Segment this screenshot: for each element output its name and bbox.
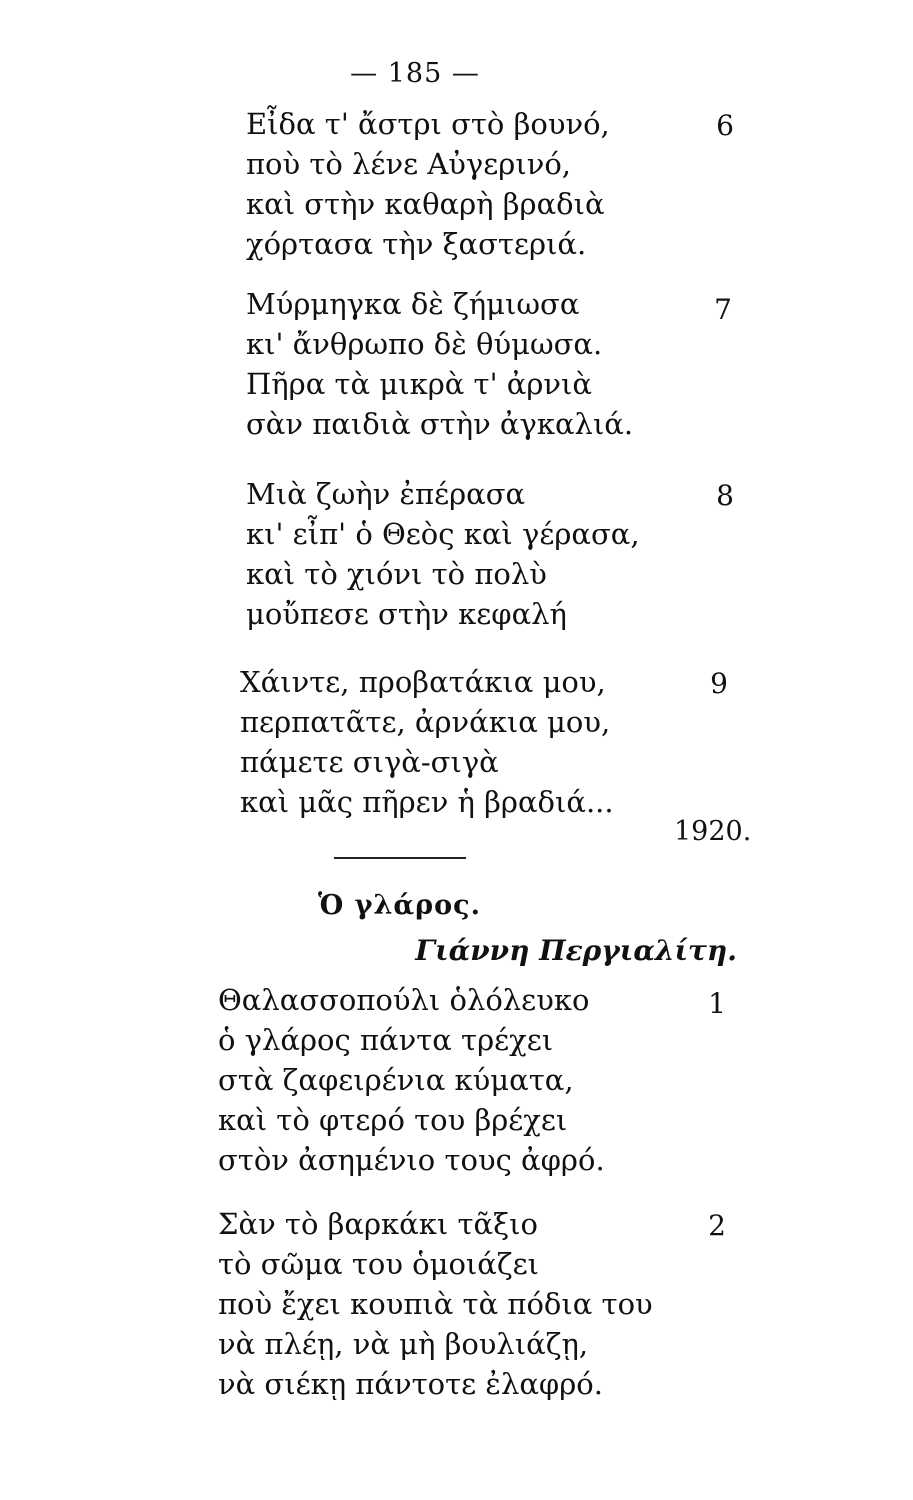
- verse-line: μοὔπεσε στὴν κεφαλή: [246, 597, 567, 631]
- stanza-number: 7: [714, 293, 732, 326]
- verse-line: καὶ τὸ χιόνι τὸ πολὺ: [246, 557, 547, 591]
- poem-date: 1920.: [674, 816, 752, 847]
- stanza-9: [240, 662, 614, 822]
- verse-line: Εἶδα τ' ἄστρι στὸ βουνό,: [246, 107, 610, 141]
- verse-line: κι' εἶπ' ὁ Θεὸς καὶ γέρασα,: [246, 517, 640, 551]
- verse-line: καὶ τὸ φτερό του βρέχει: [218, 1103, 568, 1137]
- stanza-6: [246, 104, 610, 264]
- verse-line: νὰ πλέῃ, νὰ μὴ βουλιάζῃ,: [218, 1327, 589, 1361]
- poem-author: Γιάννη Περγιαλίτη.: [415, 934, 737, 967]
- verse-line: στὸν ἀσημένιο τους ἀφρό.: [218, 1143, 605, 1177]
- verse-line: χόρτασα τὴν ξαστεριά.: [246, 227, 587, 261]
- section-divider: [334, 857, 466, 859]
- poem2-stanza-1: [218, 980, 605, 1180]
- verse-line: κι' ἄνθρωπο δὲ θύμωσα.: [246, 327, 603, 361]
- verse-line: σὰν παιδιὰ στὴν ἀγκαλιά.: [246, 407, 634, 441]
- verse-line: Μιὰ ζωὴν ἐπέρασα: [246, 477, 526, 511]
- verse-line: Σὰν τὸ βαρκάκι τᾶξιο: [218, 1207, 538, 1241]
- verse-line: καὶ μᾶς πῆρεν ἡ βραδιά...: [240, 785, 614, 819]
- stanza-number: 8: [716, 479, 734, 512]
- stanza-number: 6: [716, 109, 734, 142]
- verse-line: καὶ στὴν καθαρὴ βραδιὰ: [246, 187, 605, 221]
- verse-line: Πῆρα τὰ μικρὰ τ' ἀρνιὰ: [246, 367, 593, 401]
- poem-title: Ὁ γλάρος.: [318, 890, 481, 921]
- page-number: — 185 —: [350, 58, 480, 89]
- verse-line: περπατᾶτε, ἀρνάκια μου,: [240, 705, 611, 739]
- stanza-7: [246, 284, 633, 444]
- verse-line: πάμετε σιγὰ-σιγὰ: [240, 745, 499, 779]
- poem2-stanza-2: [218, 1204, 653, 1404]
- verse-line: ὁ γλάρος πάντα τρέχει: [218, 1023, 554, 1057]
- verse-line: ποὺ ἔχει κουπιὰ τὰ πόδια του: [218, 1287, 653, 1321]
- stanza-number: 2: [708, 1209, 726, 1242]
- stanza-number: 1: [708, 987, 726, 1020]
- verse-line: ποὺ τὸ λένε Αὐγερινό,: [246, 147, 572, 181]
- verse-line: Θαλασσοπούλι ὁλόλευκο: [218, 983, 590, 1017]
- verse-line: Μύρμηγκα δὲ ζήμιωσα: [246, 287, 580, 321]
- stanza-8: [246, 474, 640, 634]
- verse-line: Χάιντε, προβατάκια μου,: [240, 665, 606, 699]
- verse-line: στὰ ζαφειρένια κύματα,: [218, 1063, 574, 1097]
- verse-line: τὸ σῶμα του ὁμοιάζει: [218, 1247, 539, 1281]
- stanza-number: 9: [710, 667, 728, 700]
- verse-line: νὰ σιέκῃ πάντοτε ἐλαφρό.: [218, 1367, 603, 1401]
